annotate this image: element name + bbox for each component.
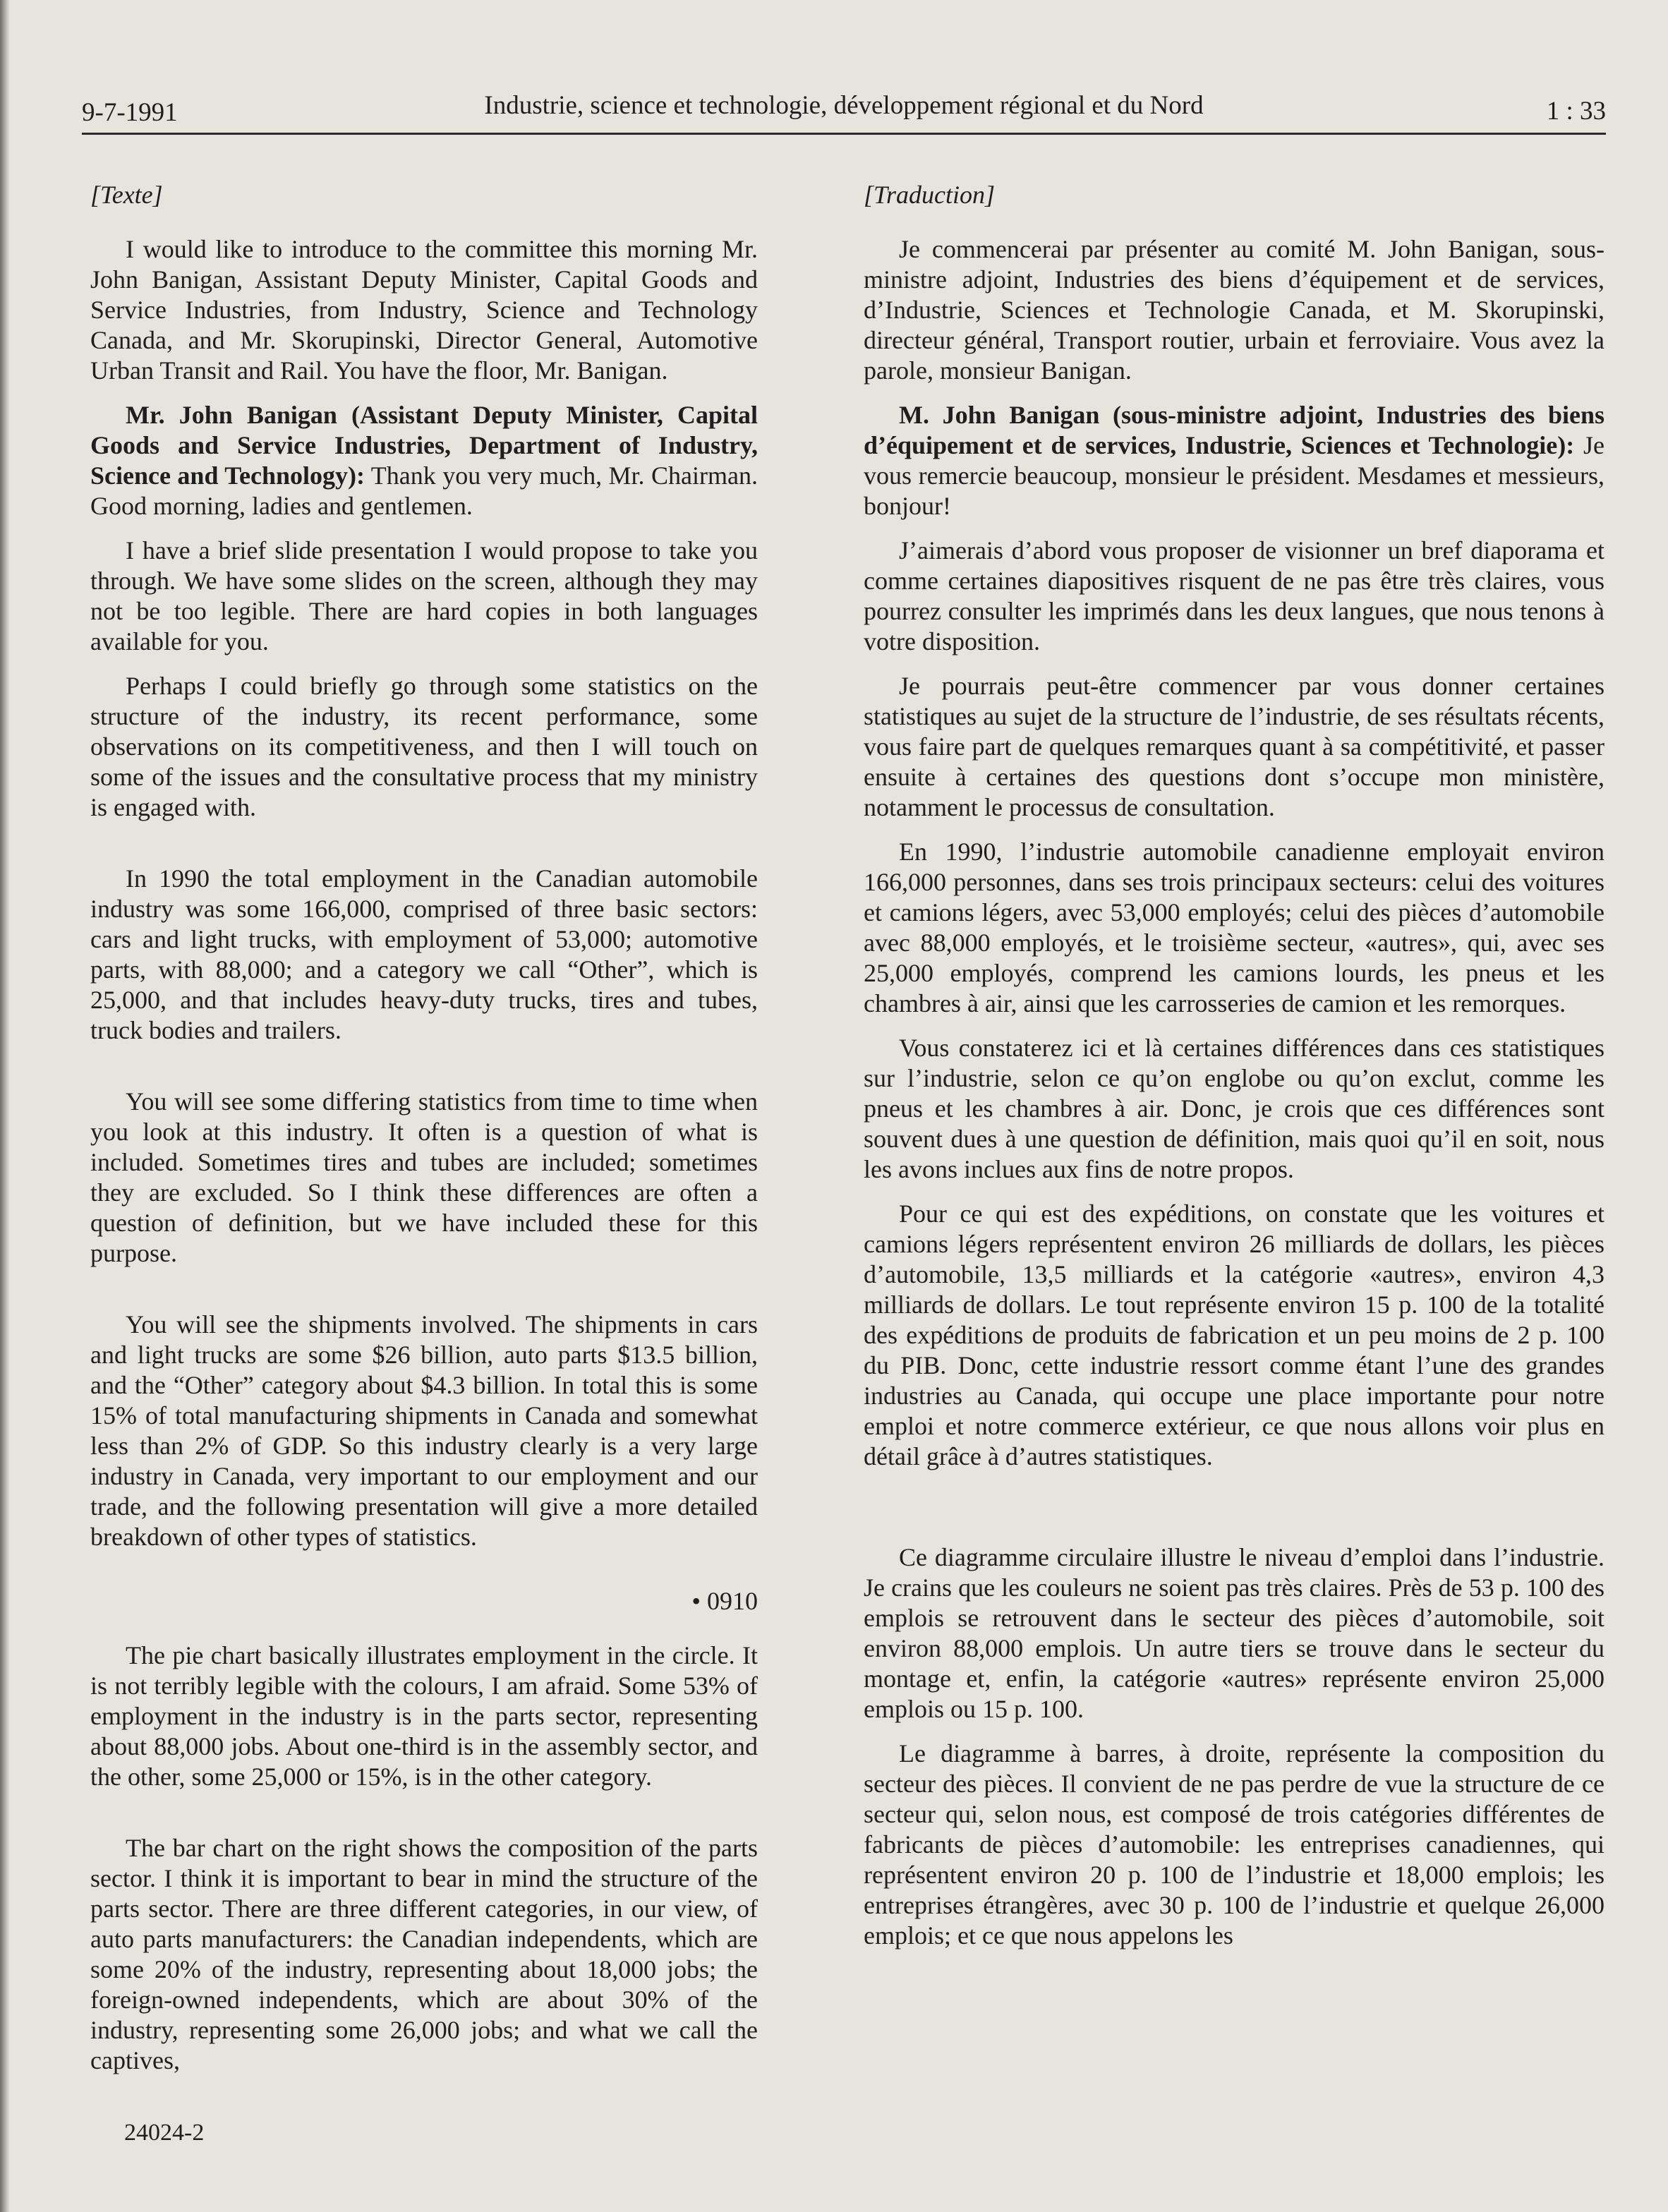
- running-header: [82, 87, 1606, 135]
- paragraph-pie-chart-fr: Ce diagramme circulaire illustre le niveau d’emploi dans l’industrie. Je crains que les couleurs ne soient pas très claires. Près de 53 p. 100 des emplois se retrouvent dans le secteur des pièces d’automobile, soit environ 88,000 emplois. Un autre tiers se trouve dans le secteur du montage et, enfin, la catégorie «autres» représente environ 25,000 emplois ou 15 p. 100.: [864, 1543, 1604, 1723]
- paragraph-bar-chart: The bar chart on the right shows the composition of the parts sector. I think it is important to bear in mind the structure of the parts sector. There are three different categories, in our view, of auto parts manufacturers: the Canadian independents, which are some 20% of the industry, representing about 18,000 jobs; the foreign-owned independents, which are about 30% of the industry, representing some 26,000 jobs; and what we call the captives,: [90, 1834, 758, 2074]
- paragraph-shipments-fr: Pour ce qui est des expéditions, on constate que les voitures et camions légers représentent environ 26 milliards de dollars, les pièces d’automobile, 13,5 milliards et la catégorie «autres», environ 4,3 milliards de dollars. Le tout représente environ 15 p. 100 de la totalité des expéditions de produits de fabrication et un peu moins de 2 p. 100 du PIB. Donc, cette industrie ressort comme étant l’une des grandes industries au Canada, qui occupe une place importante pour notre emploi et notre commerce extérieur, ce que nous allons voir plus en détail grâce à d’autres statistiques.: [864, 1199, 1604, 1470]
- speaker-name: Mr. John Banigan (Assistant Deputy Minister, Capital Goods and Service Industries, Department of Industry, Science and Technology):: [90, 401, 758, 490]
- french-column: [864, 180, 1604, 1965]
- paragraph-banigan-opening-fr: M. John Banigan (sous-ministre adjoint, Industries des biens d’équipement et de services, Industrie, Sciences et Technologie): Je vous remercie beaucoup, monsieur le président. Mesdames et messieurs, bonjour!: [864, 401, 1604, 520]
- paragraph-slides-fr: J’aimerais d’abord vous proposer de visionner un bref diaporama et comme certaines diapositives risquent de ne pas être très claires, vous pourrez consulter les imprimés dans les deux langues, que nous tenons à votre disposition.: [864, 536, 1604, 655]
- time-marker: • 0910: [691, 1587, 758, 1615]
- english-column: [90, 180, 758, 2090]
- header-date: 9-7-1991: [82, 98, 178, 127]
- text-tag: [Texte]: [90, 181, 163, 209]
- paragraph-banigan-opening: Mr. John Banigan (Assistant Deputy Minister, Capital Goods and Service Industries, Department of Industry, Science and Technology): Thank you very much, Mr. Chairman. Good morning, ladies and gentlemen.: [90, 401, 758, 520]
- paragraph-differing-statistics: You will see some differing statistics from time to time when you look at this industry. It often is a question of what is included. Sometimes tires and tubes are included; sometimes they are excluded. So I think these differences are often a question of definition, but we have included these for this purpose.: [90, 1087, 758, 1267]
- paragraph-pie-chart: The pie chart basically illustrates employment in the circle. It is not terribly legible with the colours, I am afraid. Some 53% of employment in the industry is in the parts sector, representing about 88,000 jobs. About one-third is in the assembly sector, and the other, some 25,000 or 15%, is in the other category.: [90, 1641, 758, 1791]
- paragraph-shipments: You will see the shipments involved. The shipments in cars and light trucks are some $26 billion, auto parts $13.5 billion, and the “Other” category about $4.3 billion. In total this is some 15% of total manufacturing shipments in Canada and somewhat less than 2% of GDP. So this industry clearly is a very large industry in Canada, very important to our employment and our trade, and the following presentation will give a more detailed breakdown of other types of statistics.: [90, 1310, 758, 1551]
- paragraph-introduction: I would like to introduce to the committee this morning Mr. John Banigan, Assistant Deputy Minister, Capital Goods and Service Industries, from Industry, Science and Technology Canada, and Mr. Skorupinski, Director General, Automotive Urban Transit and Rail. You have the floor, Mr. Banigan.: [90, 235, 758, 385]
- paragraph-statistics-fr: Je pourrais peut-être commencer par vous donner certaines statistiques au sujet de la structure de l’industrie, de ses résultats récents, vous faire part de quelques remarques quant à sa compétitivité, et passer ensuite à certaines des questions dont s’occupe mon ministère, notamment le processus de consultation.: [864, 672, 1604, 821]
- header-title: Industrie, science et technologie, développement régional et du Nord: [484, 91, 1204, 120]
- footer-code: 24024-2: [124, 2120, 205, 2146]
- speaker-name-fr: M. John Banigan (sous-ministre adjoint, Industries des biens d’équipement et de services, Industrie, Sciences et Technologie):: [864, 401, 1604, 459]
- translation-tag: [Traduction]: [864, 181, 996, 209]
- paragraph-statistics: Perhaps I could briefly go through some statistics on the structure of the industry, its recent performance, some observations on its competitiveness, and then I will touch on some of the issues and the consultative process that my ministry is engaged with.: [90, 672, 758, 821]
- paragraph-employment-fr: En 1990, l’industrie automobile canadienne employait environ 166,000 personnes, dans ses trois principaux secteurs: celui des voitures et camions légers, avec 53,000 employés; celui des pièces d’automobile avec 88,000 employés, et le troisième secteur, «autres», qui, avec ses 25,000 employés, comprend les camions lourds, les pneus et les chambres à air, ainsi que les carrosseries de camion et les remorques.: [864, 838, 1604, 1017]
- paragraph-slides: I have a brief slide presentation I would propose to take you through. We have some slides on the screen, although they may not be too legible. There are hard copies in both languages available for you.: [90, 536, 758, 655]
- paragraph-bar-chart-fr: Le diagramme à barres, à droite, représente la composition du secteur des pièces. Il convient de ne pas perdre de vue la structure de ce secteur qui, selon nous, est composé de trois catégories différentes de fabricants de pièces d’automobile: les entreprises canadiennes, qui représentent environ 20 p. 100 de l’industrie et 18,000 emplois; les entreprises étrangères, avec 30 p. 100 de l’industrie et quelque 26,000 emplois; et ce que nous appelons les: [864, 1739, 1604, 1950]
- page-binding-edge: [0, 0, 10, 2212]
- paragraph-introduction-fr: Je commencerai par présenter au comité M. John Banigan, sous-ministre adjoint, Industries des biens d’équipement et de services, d’Industrie, Sciences et Technologie Canada, et M. Skorupinski, directeur général, Transport routier, urbain et ferroviaire. Vous avez la parole, monsieur Banigan.: [864, 235, 1604, 385]
- paragraph-differing-statistics-fr: Vous constaterez ici et là certaines différences dans ces statistiques sur l’industrie, selon ce qu’on englobe ou qu’on exclut, comme les pneus et les chambres à air. Donc, je crois que ces différences sont souvent dues à une question de définition, mais quoi qu’il en soit, nous les avons inclues aux fins de notre propos.: [864, 1034, 1604, 1183]
- paragraph-employment: In 1990 the total employment in the Canadian automobile industry was some 166,000, comprised of three basic sectors: cars and light trucks, with employment of 53,000; automotive parts, with 88,000; and a category we call “Other”, which is 25,000, and that includes heavy-duty trucks, tires and tubes, truck bodies and trailers.: [90, 864, 758, 1044]
- header-page-number: 1 : 33: [1546, 97, 1606, 126]
